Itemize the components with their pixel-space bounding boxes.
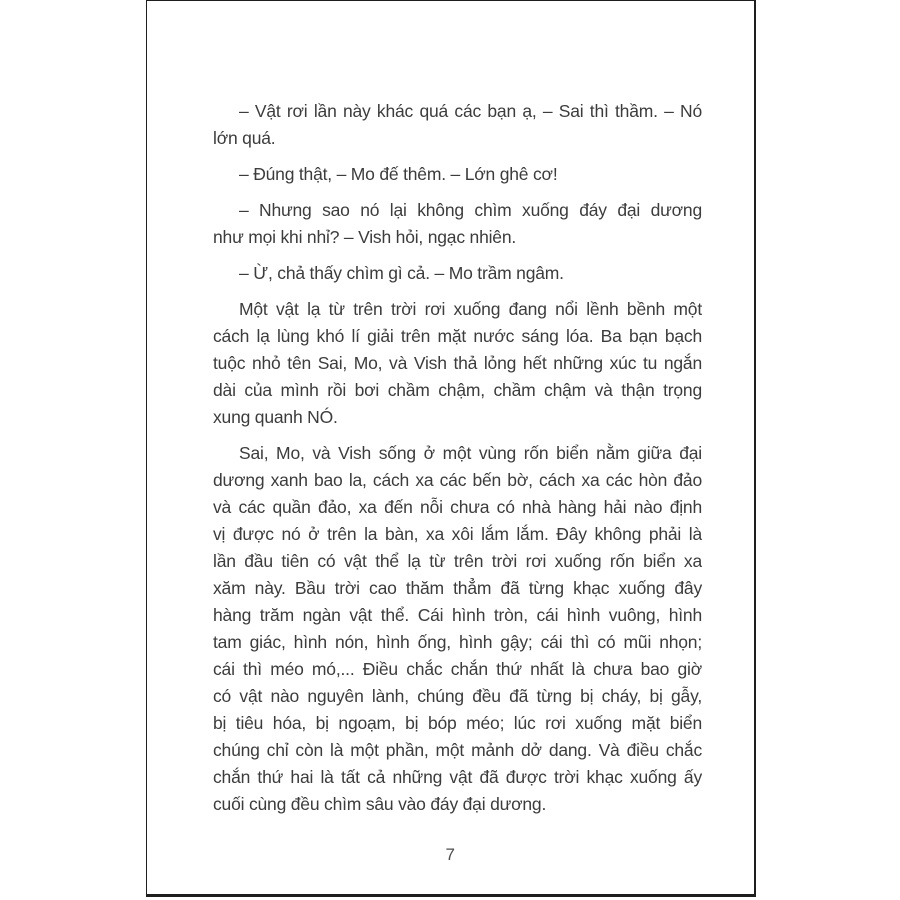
paragraph	[213, 98, 702, 152]
book-page	[146, 0, 756, 897]
text-line: và các quần đảo, xa đến nỗi chưa có nhà hàng hải nào định	[213, 497, 702, 517]
text-line: lớn quá.	[213, 128, 276, 148]
text-line: – Vật rơi lần này khác quá các bạn ạ, – Sai thì thầm. – Nó	[239, 101, 702, 121]
text-line: tam giác, hình nón, hình ống, hình gậy; cái thì có mũi nhọn;	[213, 632, 702, 652]
text-line: như mọi khi nhỉ? – Vish hỏi, ngạc nhiên.	[213, 227, 517, 247]
paragraph	[213, 161, 702, 188]
paragraph	[213, 197, 702, 251]
text-line: xăm này. Bầu trời cao thăm thẳm đã từng khạc xuống đây	[213, 578, 702, 598]
text-line: hàng trăm ngàn vật thể. Cái hình tròn, cái hình vuông, hình	[213, 605, 702, 625]
text-line: – Ừ, chả thấy chìm gì cả. – Mo trầm ngâm.	[239, 263, 564, 283]
text-line: – Nhưng sao nó lại không chìm xuống đáy đại dương	[239, 200, 702, 220]
page-number: 7	[445, 845, 456, 864]
text-line: bị tiêu hóa, bị ngoạm, bị bóp méo; lúc rơi xuống mặt biển	[213, 713, 702, 733]
text-line: Sai, Mo, và Vish sống ở một vùng rốn biển nằm giữa đại	[239, 443, 702, 463]
text-line: chúng chỉ còn là một phần, một mảnh dở dang. Và điều chắc	[213, 740, 702, 760]
text-line: xung quanh NÓ.	[213, 407, 338, 427]
text-line: – Đúng thật, – Mo đế thêm. – Lớn ghê cơ!	[239, 164, 558, 184]
paragraph	[213, 296, 702, 431]
text-line: có vật nào nguyên lành, chúng đều đã từng bị cháy, bị gẫy,	[213, 686, 702, 706]
text-line: cách lạ lùng khó lí giải trên mặt nước sáng lóa. Ba bạn bạch	[213, 326, 702, 346]
paragraph	[213, 440, 702, 818]
text-line: dương xanh bao la, cách xa các bến bờ, cách xa các hòn đảo	[213, 470, 702, 490]
text-line: cuối cùng đều chìm sâu vào đáy đại dương.	[213, 794, 547, 814]
text-line: cái thì méo mó,... Điều chắc chắn thứ nhất là chưa bao giờ	[213, 659, 702, 679]
text-line: chắn thứ hai là tất cả những vật đã được trời khạc xuống ấy	[213, 767, 702, 787]
text-line: dài của mình rồi bơi chầm chậm, chầm chậm và thận trọng	[213, 380, 702, 400]
text-line: tuộc nhỏ tên Sai, Mo, và Vish thả lỏng hết những xúc tu ngắn	[213, 353, 702, 373]
text-line: lần đầu tiên có vật thể lạ từ trên trời rơi xuống rốn biển xa	[213, 551, 702, 571]
text-block	[213, 98, 702, 827]
paragraph	[213, 260, 702, 287]
text-line: vị được nó ở trên la bàn, xa xôi lắm lắm. Đây không phải là	[213, 524, 702, 544]
text-line: Một vật lạ từ trên trời rơi xuống đang nổi lềnh bềnh một	[239, 299, 702, 319]
